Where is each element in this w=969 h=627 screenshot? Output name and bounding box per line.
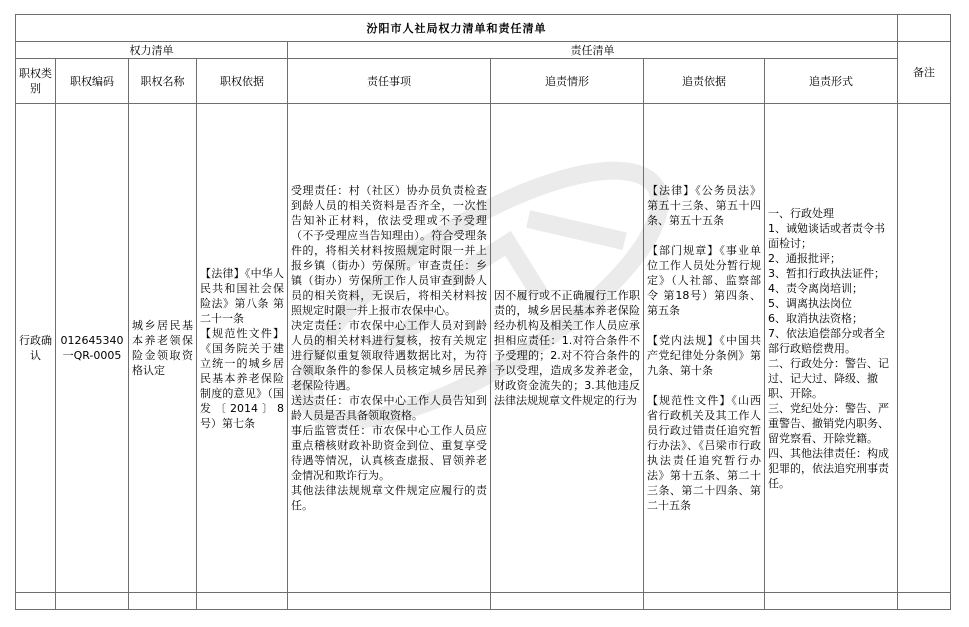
header-code: 职权编码	[70, 74, 114, 88]
accountability-form-cell: 一、行政处理 1、诫勉谈话或者责令书面检讨； 2、通报批评； 3、暂扣行政执法证件； 4、责令离岗培训； 5、调离执法岗位 6、取消执法资格； 7、依法追偿部分或者全部行政赔偿费用。 二、行政处分：警告、记过、记大过、降级、撤职、开除。 三、党纪处分：警告、严重警告、撤销党内职务、留党察看、开除党籍。 四、其他法律责任：构成犯罪的，依法追究刑事责任。	[768, 206, 889, 490]
basis-cell: 【法律】《中华人民共和国社会保险法》第八条 第二十一条 【规范性文件】《国务院关于建立统一的城乡居民基本养老保险制度的意见》（国发〔2014〕8号）第七条	[200, 266, 284, 430]
header-name: 职权名称	[140, 74, 185, 88]
header-basis: 职权依据	[220, 74, 264, 88]
remark-header: 备注	[898, 42, 951, 104]
accountability-cell: 因不履行或不正确履行工作职责的，城乡居民基本养老保险经办机构及相关工作人员应承担相应责任：1.对符合条件不予受理的；2.对不符合条件的予以受理，造成多发养老金，财政资金流失的；3.其他违反法律法规规章文件规定的行为	[494, 289, 640, 407]
code-cell: 012645340一QR-0005	[60, 334, 124, 362]
header-accountability-form: 追责形式	[809, 74, 853, 88]
power-list-group-header: 权力清单	[16, 42, 288, 59]
footer-blank-cell	[197, 593, 288, 610]
header-category: 职权类别	[19, 67, 52, 95]
responsibility-list-group-header: 责任清单	[288, 42, 898, 59]
power-responsibility-table	[15, 14, 951, 610]
header-accountability-basis: 追责依据	[682, 74, 726, 88]
page-title: 汾阳市人社局权力清单和责任清单	[16, 15, 898, 42]
table-row	[16, 104, 951, 593]
accountability-basis-cell: 【法律】《公务员法》第五十三条、第五十四条、第五十五条 【部门规章】《事业单位工作人员处分暂行规定》（人社部、监察部令 第18号）第四条、第五条 【党内法规】《中国共产党纪律处分条例》第九条、第十条 【规范性文件】《山西省行政机关及其工作人员行政过错责任追究暂行办法》、《吕梁市行政执法责任追究暂行办法》第十五条、第二十三条、第二十四条、第二十五条	[647, 184, 761, 512]
category-cell: 行政确认	[19, 334, 52, 362]
footer-blank-cell	[16, 593, 56, 610]
footer-blank-cell	[129, 593, 197, 610]
header-duty: 责任事项	[367, 74, 411, 88]
footer-blank-cell	[288, 593, 491, 610]
footer-blank-cell	[56, 593, 129, 610]
footer-blank-cell	[644, 593, 765, 610]
footer-blank-cell	[765, 593, 898, 610]
footer-blank-cell	[491, 593, 644, 610]
name-cell: 城乡居民基本养老领保险金领取资格认定	[132, 319, 193, 377]
footer-blank-cell	[898, 593, 951, 610]
title-blank-cell	[898, 15, 951, 42]
header-accountability: 追责情形	[545, 74, 589, 88]
duty-cell: 受理责任：村（社区）协办员负责检查到龄人员的相关资料是否齐全，一次性告知补正材料，依法受理或不予受理（不予受理应当告知理由）。符合受理条件的，将相关材料按照规定时限一并上报乡镇（街办）劳保所。审查责任：乡镇（街办）劳保所工作人员审查到龄人员的相关资料，无误后，将相关材料按照规定时限一并上报市农保中心。 决定责任：市农保中心工作人员对到龄人员的相关材料进行复核，按有关规定进行疑似重复领取待遇数据比对，为符合领取条件的参保人员核定城乡居民养老保险待遇。 送达责任：市农保中心工作人员告知到龄人员是否具备领取资格。 事后监管责任：市农保中心工作人员应重点稽核财政补助资金到位、重复享受待遇等情况，认真核查虚报、冒领养老金情况和欺诈行为。 其他法律法规规章文件规定应履行的责任。	[291, 184, 487, 512]
